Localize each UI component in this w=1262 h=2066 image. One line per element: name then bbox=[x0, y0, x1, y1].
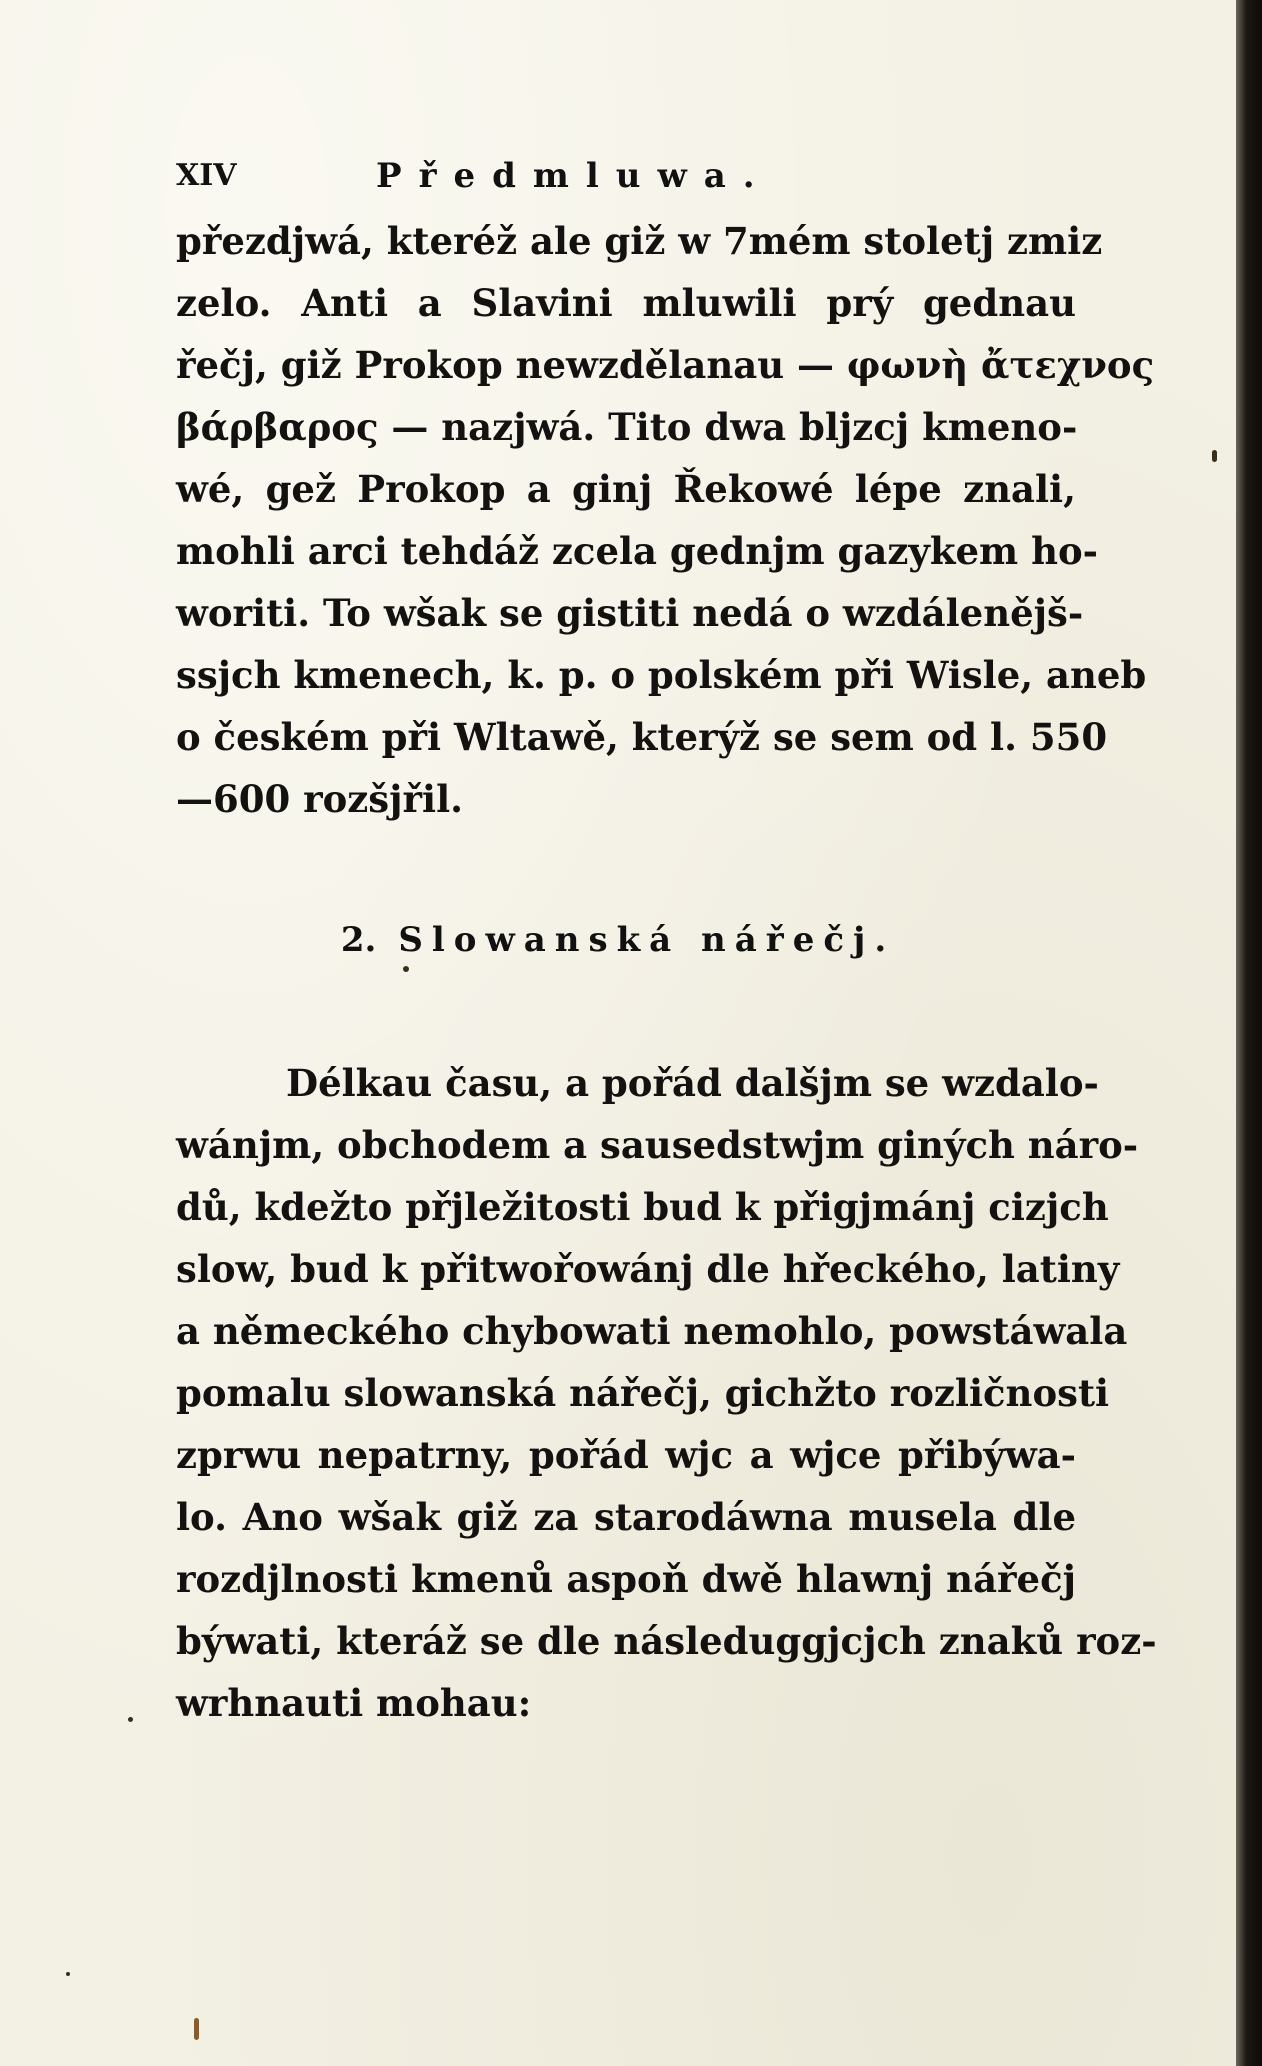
text-line: wé, gež Prokop a ginj Řekowé lépe znali, bbox=[176, 467, 1076, 511]
ink-speck bbox=[403, 966, 409, 972]
section-number: 2. bbox=[340, 920, 377, 960]
text-line: wánjm, obchodem a sausedstwjm giných náro- bbox=[176, 1123, 1139, 1167]
text-line: řečj, giž Prokop newzdělanau — φωνὴ ἄτεχνος bbox=[176, 343, 1155, 387]
ink-speck bbox=[128, 1717, 133, 1722]
text-line: ssjch kmenech, k. p. o polském při Wisle, aneb bbox=[176, 653, 1147, 697]
section-heading bbox=[0, 920, 1236, 960]
text-line: přezdjwá, kteréž ale giž w 7mém stoletj zmiz bbox=[176, 219, 1103, 263]
text-line: zprwu nepatrny, pořád wjc a wjce přibýwa- bbox=[176, 1433, 1076, 1477]
ink-speck bbox=[194, 2018, 199, 2040]
text-line: zelo. Anti a Slavini mluwili prý gednau bbox=[176, 281, 1076, 325]
text-line: —600 rozšjřil. bbox=[176, 777, 464, 821]
text-line: o českém při Wltawě, kterýž se sem od l. 550 bbox=[176, 715, 1108, 759]
ink-speck bbox=[1212, 450, 1217, 462]
text-line: a německého chybowati nemohlo, powstáwala bbox=[176, 1309, 1128, 1353]
text-line: dů, kdežto přjležitosti bud k přigjmánj cizjch bbox=[176, 1185, 1109, 1229]
text-line: mohli arci tehdáž zcela gednjm gazykem ho- bbox=[176, 529, 1099, 573]
paragraph-1 bbox=[176, 210, 1155, 830]
text-line: slow, bud k přitwořowánj dle hřeckého, latiny bbox=[176, 1247, 1120, 1291]
ink-speck bbox=[66, 1972, 70, 1976]
text-line: pomalu slowanská nářečj, gichžto rozličnosti bbox=[176, 1371, 1110, 1415]
running-head: Předmluwa. bbox=[376, 156, 772, 196]
paragraph-2 bbox=[176, 1052, 1157, 1734]
text-line: rozdjlnosti kmenů aspoň dwě hlawnj nářečj bbox=[176, 1557, 1076, 1601]
page-header bbox=[176, 158, 1076, 208]
text-line: Délkau času, a pořád dalšjm se wzdalo- bbox=[286, 1061, 1099, 1105]
text-line: woriti. To wšak se gistiti nedá o wzdálenějš- bbox=[176, 591, 1084, 635]
text-line: býwati, kteráž se dle následuggjcjch znaků roz- bbox=[176, 1619, 1157, 1663]
text-line: βάρβαρος — nazjwá. Tito dwa bljzcj kmeno- bbox=[176, 405, 1078, 449]
text-line: lo. Ano wšak giž za starodáwna musela dle bbox=[176, 1495, 1076, 1539]
page-number: XIV bbox=[176, 158, 237, 193]
section-title: Slowanská nářečj. bbox=[398, 920, 896, 960]
page-edge-shadow bbox=[1236, 0, 1262, 2066]
text-line: wrhnauti mohau: bbox=[176, 1681, 532, 1725]
